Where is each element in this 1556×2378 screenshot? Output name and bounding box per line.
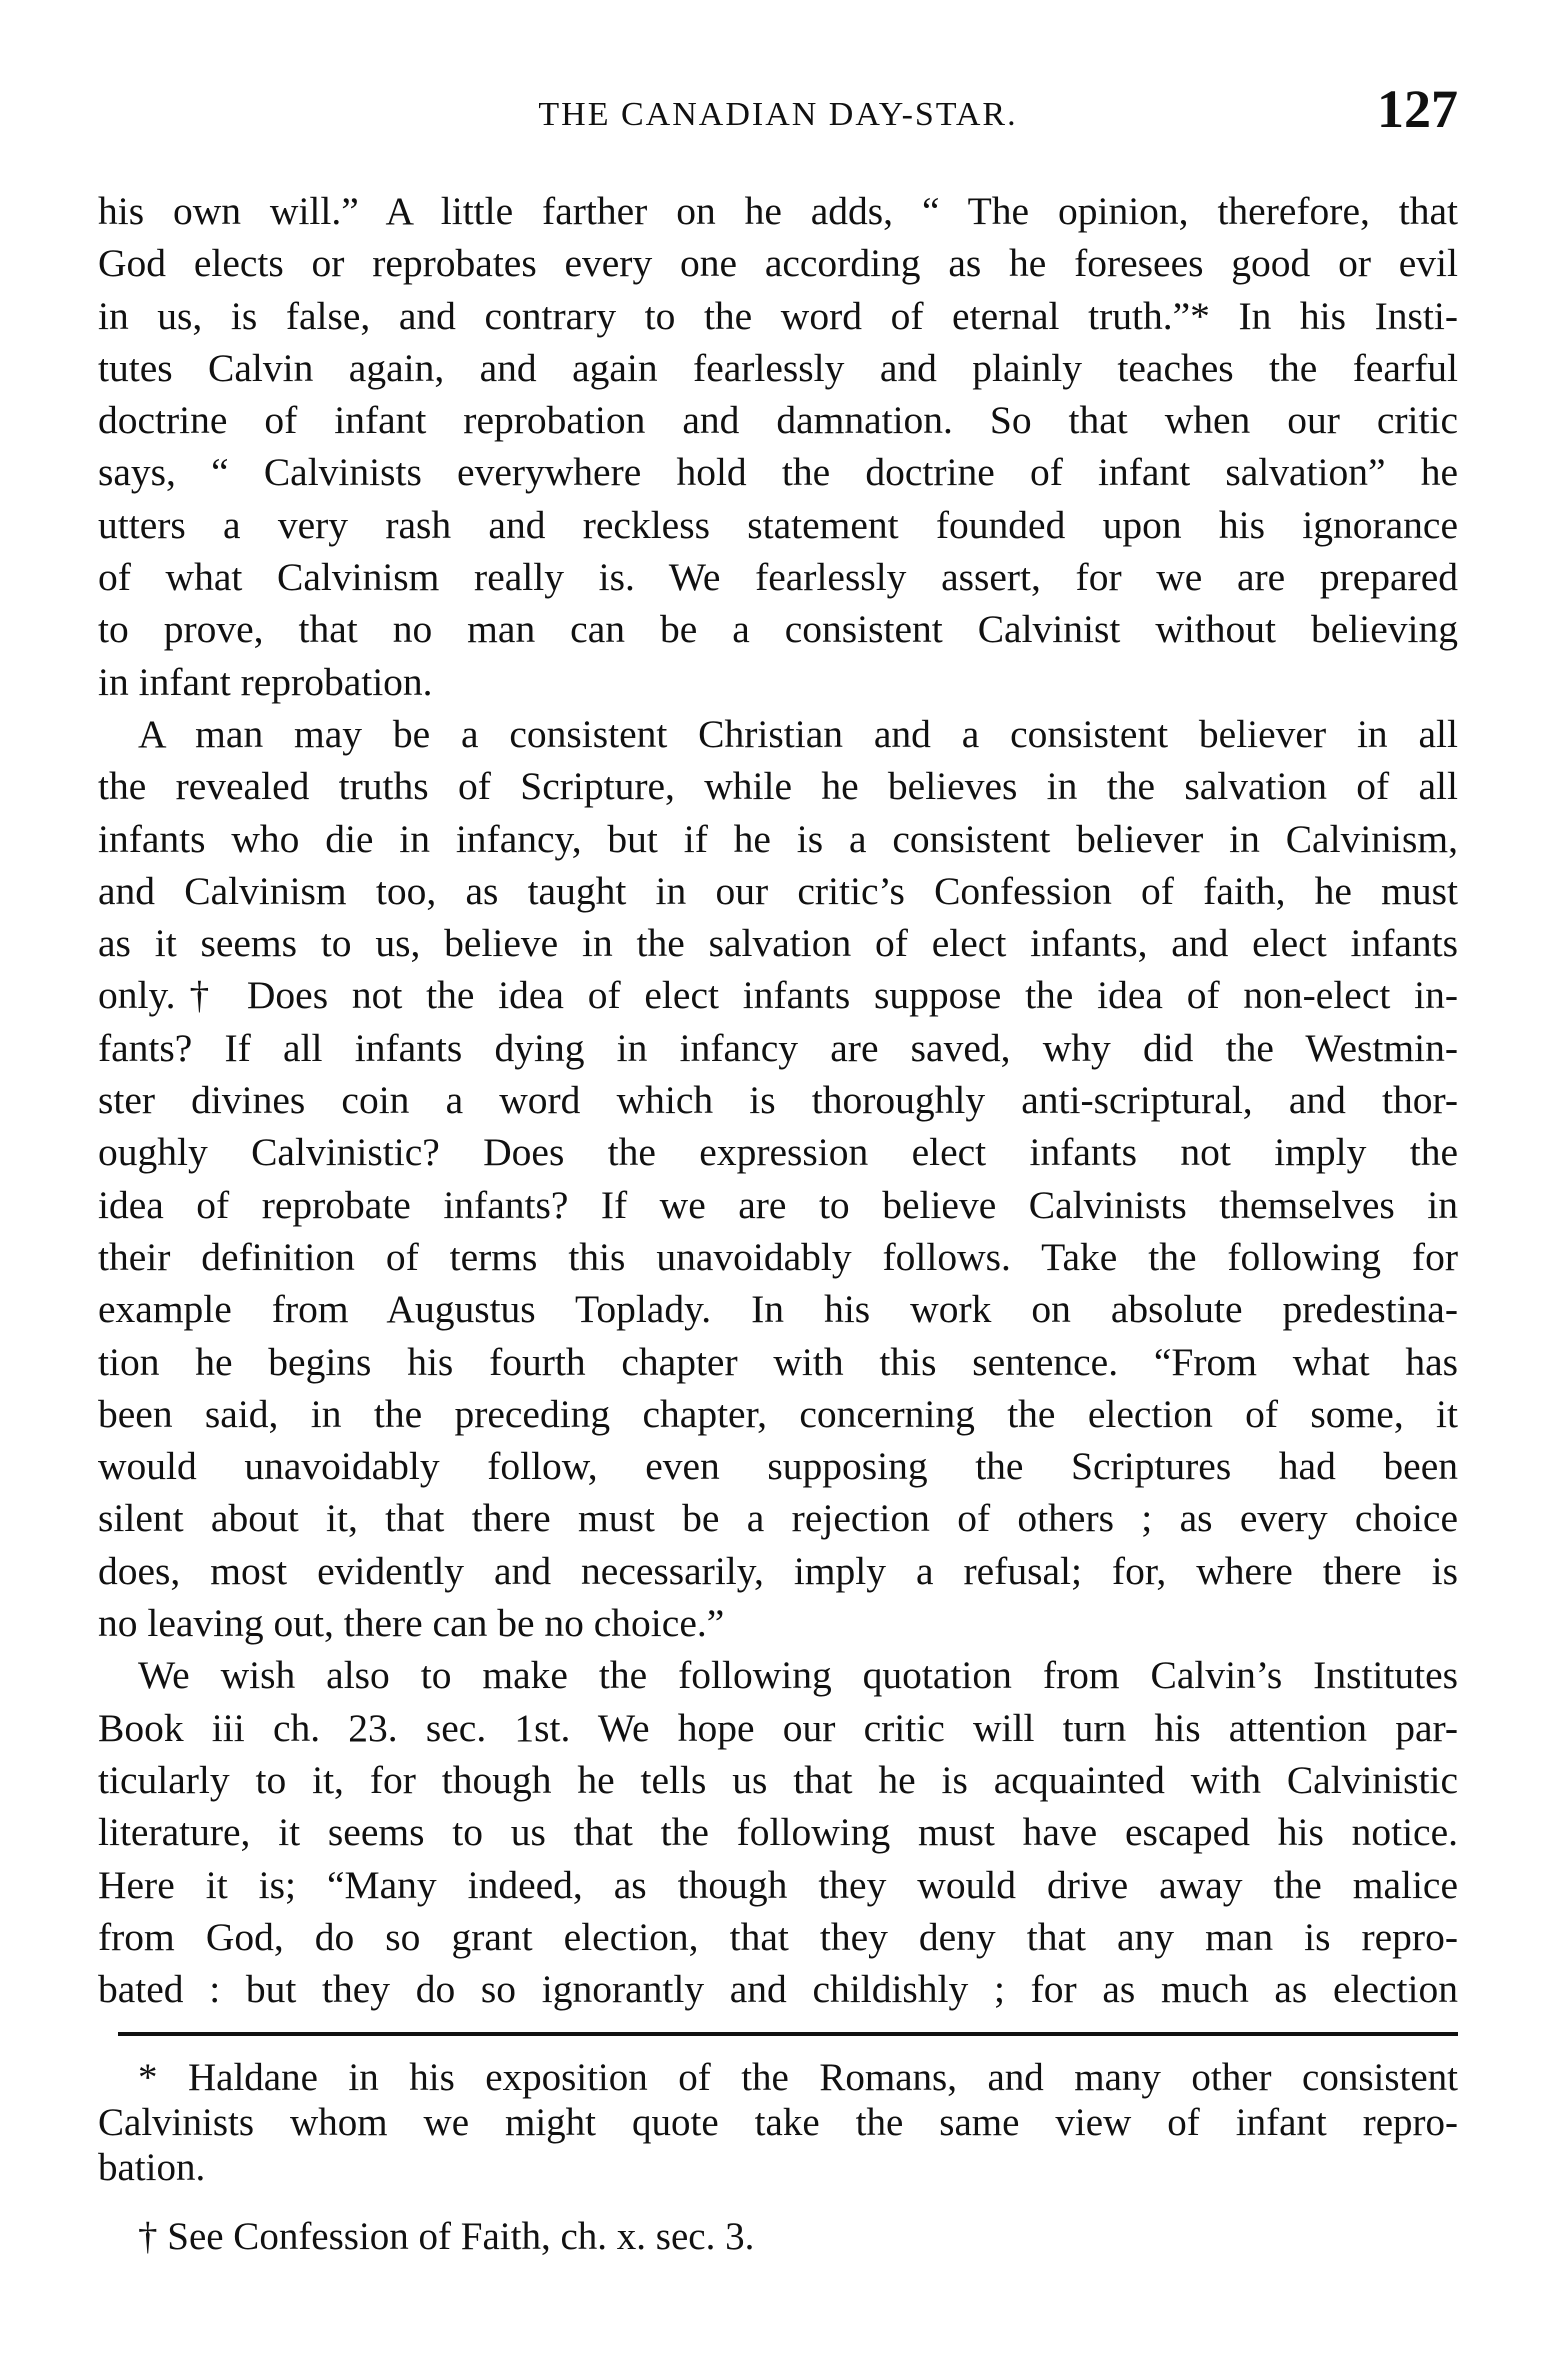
text-line: silent about it, that there must be a rejection of others ; as every choice <box>98 1496 1458 1541</box>
text-line: Here it is; “Many indeed, as though they would drive away the malice <box>98 1862 1458 1907</box>
footnotes <box>98 2055 1458 2259</box>
text-line: doctrine of infant reprobation and damnation. So that when our critic <box>98 398 1458 443</box>
running-head: THE CANADIAN DAY-STAR. <box>538 96 1018 133</box>
text-line: tutes Calvin again, and again fearlessly and plainly teaches the fearful <box>98 345 1458 390</box>
text-line: example from Augustus Toplady. In his work on absolute predestina- <box>98 1287 1458 1332</box>
text-line: God elects or reprobates every one according as he foresees good or evil <box>98 241 1458 286</box>
text-line: says, “ Calvinists everywhere hold the doctrine of infant salvation” he <box>98 450 1458 495</box>
text-line: oughly Calvinistic? Does the expression elect infants not imply the <box>98 1130 1458 1175</box>
footnote-line: bation. <box>98 2146 206 2189</box>
text-line: no leaving out, there can be no choice.” <box>98 1601 725 1646</box>
text-line: tion he begins his fourth chapter with this sentence. “From what has <box>98 1339 1458 1384</box>
text-line: A man may be a consistent Christian and a consistent believer in all <box>138 711 1458 756</box>
body-text <box>98 185 1458 2015</box>
text-line: ster divines coin a word which is thoroughly anti-scriptural, and thor- <box>98 1078 1458 1123</box>
text-line: We wish also to make the following quotation from Calvin’s Institutes <box>138 1653 1458 1698</box>
text-line: from God, do so grant election, that they deny that any man is repro- <box>98 1914 1458 1959</box>
text-line: does, most evidently and necessarily, imply a refusal; for, where there is <box>98 1548 1458 1593</box>
text-line: would unavoidably follow, even supposing the Scriptures had been <box>98 1444 1458 1489</box>
page-number: 127 <box>1377 79 1458 139</box>
text-line: only.† Does not the idea of elect infants suppose the idea of non-elect in- <box>98 973 1458 1018</box>
footnote-gap <box>98 2190 1458 2214</box>
text-line: ticularly to it, for though he tells us that he is acquainted with Calvinistic <box>98 1757 1458 1802</box>
text-line: bated : but they do so ignorantly and childishly ; for as much as election <box>98 1967 1458 2012</box>
text-line: fants? If all infants dying in infancy are saved, why did the Westmin- <box>98 1025 1458 1070</box>
footnote-line: Calvinists whom we might quote take the same view of infant repro- <box>98 2101 1458 2144</box>
text-line: his own will.” A little farther on he adds, “ The opinion, therefore, that <box>98 189 1458 233</box>
text-line: the revealed truths of Scripture, while he believes in the salvation of all <box>98 764 1458 809</box>
text-line: in us, is false, and contrary to the word of eternal truth.”* In his Insti- <box>98 293 1458 338</box>
text-line: their definition of terms this unavoidably follows. Take the following for <box>98 1234 1458 1279</box>
text-line: Book iii ch. 23. sec. 1st. We hope our critic will turn his attention par- <box>98 1705 1458 1750</box>
text-line: of what Calvinism really is. We fearlessly assert, for we are prepared <box>98 555 1458 600</box>
text-line: in infant reprobation. <box>98 659 433 704</box>
text-line: literature, it seems to us that the following must have escaped his notice. <box>98 1810 1458 1855</box>
text-line: to prove, that no man can be a consistent Calvinist without believing <box>98 607 1458 652</box>
page-header <box>98 78 1458 148</box>
footnote-line: † See Confession of Faith, ch. x. sec. 3. <box>138 2215 755 2258</box>
footnote-line: * Haldane in his exposition of the Romans, and many other consistent <box>138 2056 1458 2099</box>
footnote-divider <box>118 2032 1458 2036</box>
text-line: utters a very rash and reckless statement founded upon his ignorance <box>98 502 1458 547</box>
text-line: and Calvinism too, as taught in our critic’s Confession of faith, he must <box>98 868 1458 913</box>
text-line: idea of reprobate infants? If we are to believe Calvinists themselves in <box>98 1182 1458 1227</box>
text-line: infants who die in infancy, but if he is a consistent believer in Calvinism, <box>98 816 1458 861</box>
text-line: as it seems to us, believe in the salvation of elect infants, and elect infants <box>98 921 1458 966</box>
text-line: been said, in the preceding chapter, concerning the election of some, it <box>98 1391 1458 1436</box>
